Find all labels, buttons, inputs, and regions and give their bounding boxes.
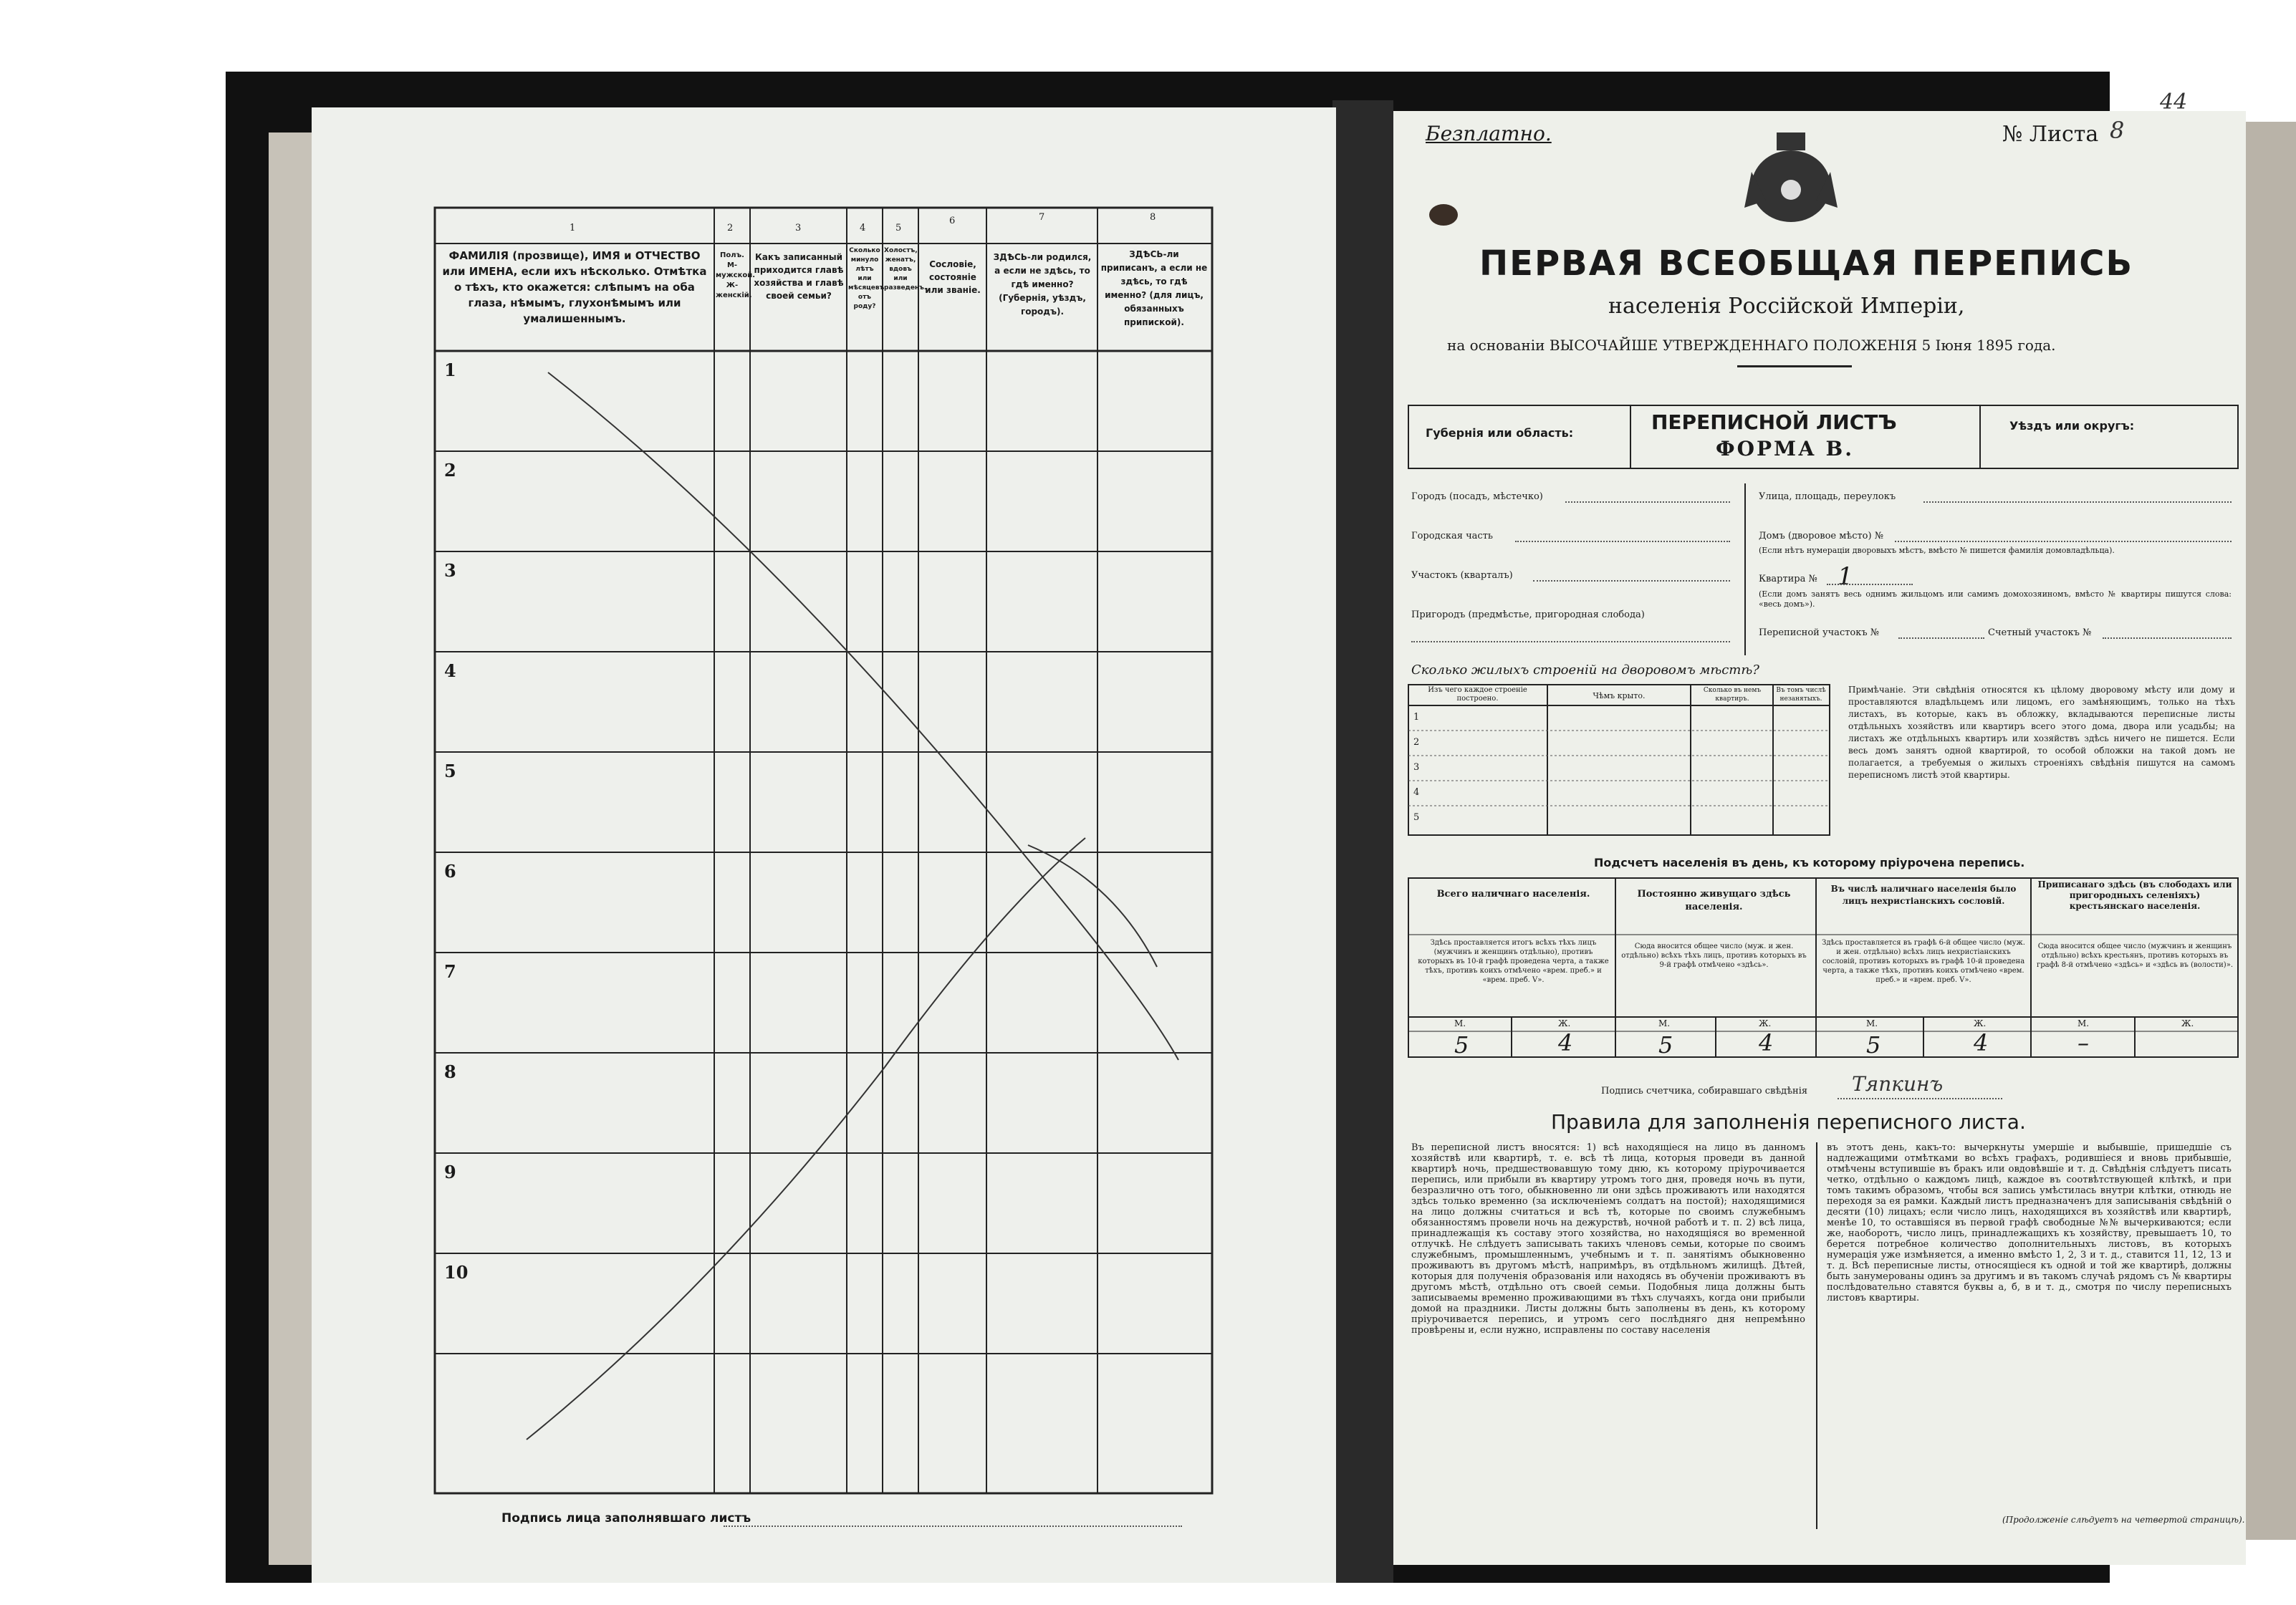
field-house-line	[1895, 541, 2232, 542]
right-page	[1393, 90, 2246, 1565]
field-house-note: (Если нѣтъ нумераціи дворовыхъ мѣстъ, вмѣсто № пишется фамилія домовладѣльца).	[1759, 546, 2115, 555]
buildings-row-2: 2	[1413, 737, 1420, 748]
address-divider	[1744, 483, 1746, 655]
row-num-7: 7	[444, 961, 456, 982]
row-num-6: 6	[444, 861, 456, 882]
col-num-2: 2	[727, 223, 734, 233]
col-num-1: 1	[570, 223, 576, 233]
buildings-table	[1408, 684, 1830, 849]
left-page	[312, 107, 1336, 1583]
field-precinct: Участокъ (кварталъ)	[1411, 570, 1513, 581]
tally-zh-label-4: Ж.	[2181, 1018, 2194, 1028]
counter-signature-line	[1838, 1098, 2002, 1099]
tally-value-zh-2: 4	[1759, 1029, 1774, 1056]
corner-mark: 44	[2160, 90, 2188, 115]
tally-m-label-3: М.	[1866, 1018, 1878, 1028]
col-header-8: ЗДѢСЬ-ли приписанъ, а если не здѣсь, то гдѣ именно? (для лицъ, обязанныхъ припиской).	[1100, 249, 1208, 327]
counter-signature-label: Подпись счетчика, собиравшаго свѣдѣнія	[1601, 1086, 1808, 1096]
field-count-precinct-line	[2103, 637, 2232, 639]
row-num-10: 10	[444, 1262, 469, 1283]
col-num-7: 7	[1039, 212, 1045, 223]
buildings-header-material: Изъ чего каждое строеніе построено.	[1428, 686, 1527, 703]
sheet-label: № Листа	[2002, 122, 2099, 147]
scan-background	[226, 72, 2245, 1583]
continued-note: (Продолженіе слѣдуетъ на четвертой страницѣ).	[2002, 1515, 2245, 1525]
field-city-part: Городская часть	[1411, 531, 1493, 541]
field-city-line	[1565, 501, 1730, 503]
tally-value-m-3: 5	[1866, 1031, 1881, 1059]
row-num-5: 5	[444, 761, 456, 781]
row-num-4: 4	[444, 660, 456, 681]
col-num-4: 4	[860, 223, 866, 233]
counter-signature: Тяпкинъ	[1852, 1072, 1944, 1096]
field-city: Городъ (посадъ, мѣстечко)	[1411, 491, 1543, 502]
tally-value-m-2: 5	[1658, 1031, 1673, 1059]
field-suburb: Пригородъ (предмѣстье, пригородная слобода)	[1411, 609, 1645, 620]
tally-value-zh-3: 4	[1974, 1029, 1989, 1056]
tally-header-2: Постоянно живущаго здѣсь населенія.	[1637, 889, 1791, 912]
rules-col-2: въ этотъ день, какъ-то: вычеркнуты умершіе и выбывшіе, пришедшіе съ надлежащими отмѣтками во всѣхъ графахъ, родившіеся и вновь прибывшіе, отмѣчены вступившіе въ бракъ или овдовѣвшіе и т. д. Свѣдѣнія слѣдуетъ писать четко, отдѣльно о каждомъ лицѣ, каждое въ соотвѣтствующей клѣткѣ, и при томъ такимъ образомъ, чтобы вся запись умѣстилась внутри клѣтки, отнюдь не переходя за ея рамки. Каждый листъ предназначенъ для записыванія свѣдѣній о десяти (10) лицахъ; если число лицъ, находящихся въ хозяйствѣ или квартирѣ, менѣе 10, то оставшіяся въ первой графѣ свободные №№ вычеркиваются; если же, наоборотъ, число лицъ, принадлежащихъ къ хозяйству, превышаетъ 10, то берется потребное количество дополнительныхъ листовъ, въ которыхъ нумерація уже измѣняется, а именно вмѣсто 1, 2, 3 и т. д., ставится 11, 12, 13 и т. д. Всѣ переписные листы, относящіеся къ одной и той же квартирѣ, должны быть занумерованы одинъ за другимъ и въ такомъ случаѣ рядомъ съ № квартиры послѣдовательно ставятся буквы а, б, в и т. д., смотря по числу переписныхъ листовъ квартиры.	[1827, 1142, 2232, 1303]
field-census-precinct-line	[1898, 637, 1984, 639]
tally-zh-label-3: Ж.	[1974, 1018, 1987, 1028]
field-apartment: Квартира №	[1759, 574, 1817, 584]
buildings-header-apartments: Сколько въ немъ квартиръ.	[1703, 687, 1762, 703]
col-num-3: 3	[795, 223, 802, 233]
col-header-1: ФАМИЛІЯ (прозвище), ИМЯ и ОТЧЕСТВО или ИМЕНА, если ихъ нѣсколько. Отмѣтка о тѣхъ, кто окажется: слѣпымъ на оба глаза, нѣмымъ, глухонѣмымъ или умалишеннымъ.	[442, 249, 707, 325]
row-num-9: 9	[444, 1162, 456, 1182]
rules-title: Правила для заполненія переписного листа.	[1551, 1110, 2026, 1134]
signature-line	[724, 1526, 1182, 1527]
tally-value-m-1: 5	[1454, 1031, 1469, 1059]
col-header-7: ЗДѢСЬ-ли родился, а если не здѣсь, то гдѣ именно? (Губернія, уѣздъ, городъ).	[993, 252, 1092, 317]
tally-title: Подсчетъ населенія въ день, къ которому пріурочена перепись.	[1594, 856, 2025, 869]
field-count-precinct: Счетный участокъ №	[1988, 627, 2092, 638]
tally-header-4: Приписанаго здѣсь (въ слободахъ или пригородныхъ селеніяхъ) крестьянскаго населенія.	[2037, 879, 2232, 911]
tally-desc-2: Сюда вносится общее число (муж. и жен. отдѣльно) всѣхъ тѣхъ лицъ, противъ которыхъ въ 9-й графѣ отмѣчено «здѣсь».	[1621, 943, 1807, 969]
tally-m-label-1: М.	[1454, 1018, 1466, 1028]
row-num-3: 3	[444, 560, 456, 581]
field-census-precinct: Переписной участокъ №	[1759, 627, 1880, 638]
buildings-row-5: 5	[1413, 812, 1420, 823]
form-title-1: ПЕРЕПИСНОЙ ЛИСТЪ	[1651, 410, 1897, 434]
sheet-number: 8	[2110, 117, 2125, 144]
district-label: Уѣздъ или округъ:	[2009, 419, 2135, 433]
row-num-8: 8	[444, 1061, 456, 1082]
row-num-1: 1	[444, 360, 456, 380]
col-header-4: Сколько минуло лѣтъ или мѣсяцевъ отъ роду?	[848, 247, 885, 310]
field-suburb-line	[1411, 641, 1730, 642]
tally-m-label-4: М.	[2078, 1018, 2090, 1028]
tally-header-3: Въ числѣ наличнаго населенія было лицъ нехристіанскихъ сословій.	[1830, 884, 2017, 906]
census-subtitle: населенія Россійской Имперіи,	[1608, 294, 1965, 319]
col-header-5: Холостъ, женатъ, вдовъ или разведенъ.	[884, 247, 927, 291]
col-header-3: Какъ записанный приходится главѣ хозяйства и главѣ своей семьи?	[754, 252, 844, 301]
buildings-row-1: 1	[1413, 712, 1420, 723]
buildings-header-roof: Чѣмъ крыто.	[1593, 691, 1646, 700]
buildings-question: Сколько жилыхъ строеній на дворовомъ мѣстѣ?	[1411, 662, 1759, 678]
field-apartment-line	[1827, 584, 1913, 585]
field-street: Улица, площадь, переулокъ	[1759, 491, 1896, 502]
title-divider	[1737, 365, 1852, 367]
tally-m-label-2: М.	[1658, 1018, 1671, 1028]
rules-divider	[1816, 1142, 1817, 1529]
buildings-row-4: 4	[1413, 787, 1420, 798]
census-basis: на основаніи ВЫСОЧАЙШЕ УТВЕРЖДЕННАГО ПОЛОЖЕНІЯ 5 Іюня 1895 года.	[1447, 337, 2056, 354]
field-street-line	[1923, 501, 2232, 503]
tally-desc-3: Здѣсь проставляется въ графѣ 6-й общее число (муж. и жен. отдѣльно) всѣхъ лицъ нехристіанскихъ сословій, противъ которыхъ въ графѣ 10-й проведена черта, а также тѣхъ, противъ коихъ отмѣчено «врем. преб.» и «врем. преб. V».	[1822, 939, 2025, 984]
col-num-8: 8	[1150, 212, 1156, 223]
field-precinct-line	[1533, 580, 1730, 582]
tally-desc-1: Здѣсь проставляется итогъ всѣхъ тѣхъ лицъ (мужчинъ и женщинъ отдѣльно), противъ которыхъ въ 10-й графѣ проведена черта, а также тѣхъ, противъ коихъ отмѣчено «врем. преб.» и «врем. преб. V».	[1418, 939, 1609, 984]
note-text: Примѣчаніе. Эти свѣдѣнія относятся къ цѣлому дворовому мѣсту или дому и проставляются владѣльцемъ или лицомъ, его замѣняющимъ, только на тѣхъ листахъ, въ которые, какъ въ обложку, вкладываются переписные листы отдѣльныхъ хозяйствъ или квартиръ всего этого дома, двора или усадьбы; на листахъ же отдѣльныхъ квартиръ или хозяйствъ здѣсь ничего не пишется. Если весь домъ занятъ одной квартирой, то особой обложки на такой домъ не полагается, а требуемыя о жилыхъ строеніяхъ свѣдѣнія пишутся на самомъ переписномъ листѣ этой квартиры.	[1848, 685, 2235, 780]
tally-header-1: Всего наличнаго населенія.	[1436, 889, 1590, 900]
field-city-part-line	[1515, 541, 1730, 542]
tally-desc-4: Сюда вносится общее число (мужчинъ и женщинъ отдѣльно) всѣхъ крестьянъ, противъ которыхъ въ графѣ 8-й отмѣчено «здѣсь» и «здѣсь въ (волости)».	[2037, 943, 2233, 969]
census-title: ПЕРВАЯ ВСЕОБЩАЯ ПЕРЕПИСЬ	[1479, 244, 2134, 284]
tally-zh-label-2: Ж.	[1759, 1018, 1772, 1028]
signature-label: Подпись лица заполнявшаго листъ	[501, 1511, 751, 1526]
imperial-eagle-icon	[1744, 129, 1838, 229]
tally-zh-label-1: Ж.	[1558, 1018, 1571, 1028]
tally-value-m-4: –	[2078, 1029, 2089, 1056]
col-num-5: 5	[895, 223, 902, 233]
form-title-2: ФОРМА В.	[1716, 437, 1854, 461]
buildings-row-3: 3	[1413, 762, 1420, 773]
col-header-6: Сословіе, состояніе или званіе.	[925, 259, 981, 295]
province-label: Губернія или область:	[1426, 426, 1574, 440]
book-spine	[1332, 100, 1393, 1583]
col-num-6: 6	[949, 216, 956, 226]
ink-blot	[1429, 204, 1458, 226]
row-num-2: 2	[444, 460, 456, 481]
tally-value-zh-1: 4	[1558, 1029, 1573, 1056]
buildings-header-vacant: Въ томъ числѣ незанятыхъ.	[1776, 687, 1826, 703]
free-label: Безплатно.	[1426, 122, 1552, 145]
field-house: Домъ (дворовое мѣсто) №	[1759, 531, 1884, 541]
rules-col-1: Въ переписной листъ вносятся: 1) всѣ находящіеся на лицо въ данномъ хозяйствѣ или квартирѣ, т. е. всѣ тѣ лица, которыя проведи въ данной квартирѣ ночь, предшествовавшую тому дню, къ которому пріурочивается перепись, или прибыли въ квартиру утромъ того дня, проведя ночь въ пути, безразлично отъ того, обыкновенно ли они здѣсь проживаютъ или находятся здѣсь только временно (за исключеніемъ солдатъ на постой); находящимися на лицо должны считаться и всѣ тѣ, которые по своимъ служебнымъ обязанностямъ провели ночь на дежурствѣ, ночной работѣ и т. п. 2) всѣ лица, принадлежащія къ составу этого хозяйства, но находящіяся во временной отлучкѣ. Не слѣдуетъ записывать такихъ членовъ семьи, которые по своимъ служебнымъ, промышленнымъ, учебнымъ и т. п. занятіямъ обыкновенно проживаютъ въ другомъ мѣстѣ, напримѣръ, въ отдѣльномъ жилищѣ. Дѣтей, которыя для полученія образованія или находясь въ обученіи проживаютъ въ другомъ мѣстѣ, отдѣльно отъ своей семьи. Подобныя лица должны быть записываемы временно проживающими въ тѣхъ случаяхъ, когда они прибыли домой на праздники. Листы должны быть заполнены въ день, къ которому пріурочивается перепись, и утромъ сего послѣдняго дня непремѣнно провѣрены и, если нужно, исправлены по составу населенія	[1411, 1142, 1805, 1336]
apartment-value: 1	[1838, 562, 1853, 591]
field-apartment-note: (Если домъ занятъ весь однимъ жильцомъ или самимъ домохозяиномъ, вмѣсто № квартиры пишутся слова: «весь домъ»).	[1759, 589, 2232, 609]
col-header-2: Полъ. М-мужской. Ж-женскій.	[716, 251, 756, 299]
